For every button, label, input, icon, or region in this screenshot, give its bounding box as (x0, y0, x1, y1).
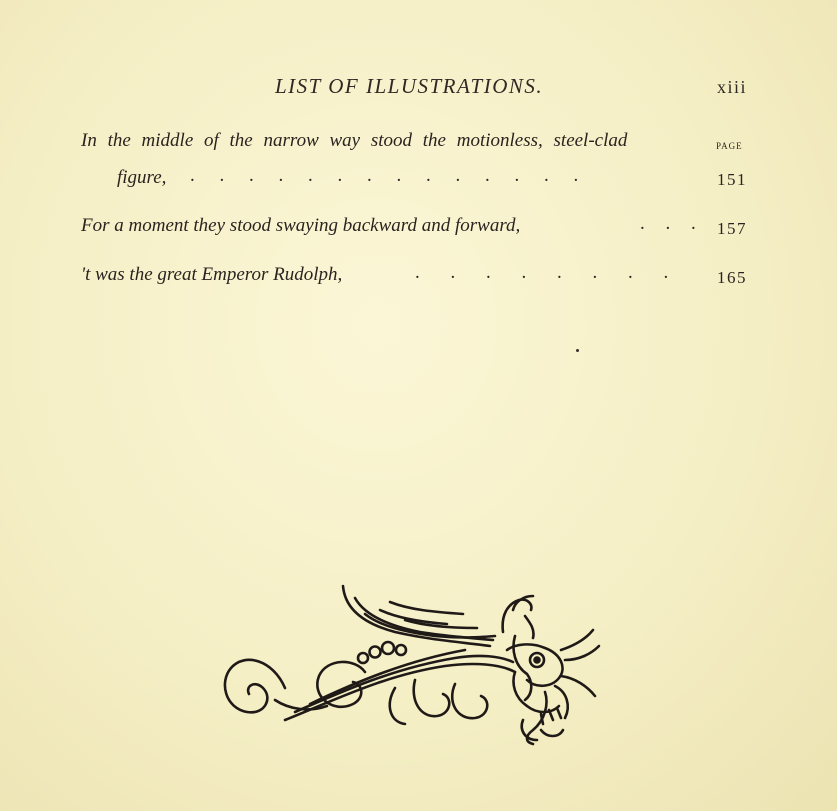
page-number-entry-3: 165 (717, 268, 747, 287)
dot-leaders: . . . (640, 213, 696, 234)
page-number-entry-2: 157 (717, 219, 747, 238)
dragon-tailpiece-ornament-icon (215, 580, 610, 750)
illustration-entry-1-line-2: figure, (117, 167, 167, 188)
illustration-entry-3: 't was the great Emperor Rudolph, (81, 264, 343, 285)
dot-leaders: . . . . . . . . (415, 262, 669, 283)
page-column-label: PAGE (716, 141, 743, 151)
dot-leaders: . . . . . . . . . . . . . . (190, 165, 579, 186)
print-speck (576, 349, 579, 352)
illustration-entry-1-line-1: In the middle of the narrow way stood the motionless, steel-clad (81, 130, 628, 151)
illustration-entry-2: For a moment they stood swaying backward and forward, (81, 215, 521, 236)
page-title: LIST OF ILLUSTRATIONS. (275, 74, 544, 98)
page-number-entry-1: 151 (717, 170, 747, 189)
folio-number: xiii (717, 77, 748, 97)
